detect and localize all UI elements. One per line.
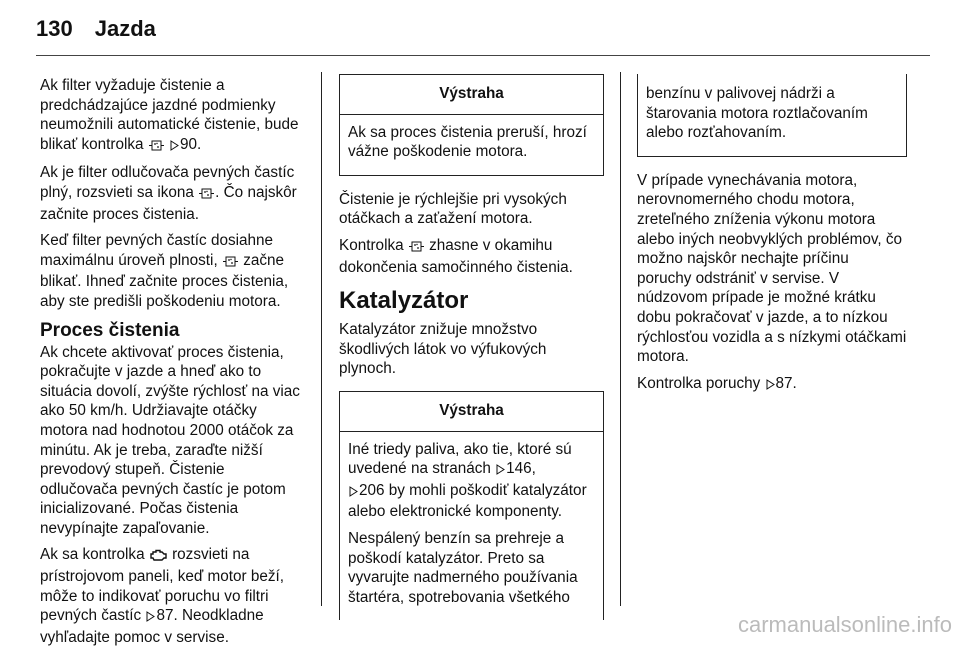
column-divider-right bbox=[620, 72, 621, 606]
warning-text: Ak sa proces čistenia preruší, hrozí vážne poškodenie motora. bbox=[348, 123, 587, 161]
column-1 bbox=[40, 76, 306, 654]
page-reference-icon bbox=[496, 461, 505, 481]
paragraph: Ak je filter odlučovača pevných častíc plný, rozsvieti sa ikona . Čo najskôr začnite proces čistenia. bbox=[40, 164, 297, 223]
paragraph: Kontrolka zhasne v okamihu dokončenia samočinného čistenia. bbox=[339, 236, 573, 276]
particle-filter-icon bbox=[223, 253, 238, 273]
column-divider-left bbox=[321, 72, 322, 606]
page-header bbox=[36, 16, 156, 42]
paragraph: Ak chcete aktivovať proces čistenia, pokračujte v jazde a hneď ako to situácia dovolí, zvýšte rýchlosť na viac ako 50 km/h. Udržiavajte otáčky motora nad hodnotou 2000 otáčok za minútu. Ak je treba, zaraďte nižší prevodový stupeň. Čistenie odlučovača pevných častíc je potom inicializované. Počas čistenia nevypínajte zapaľovanie. bbox=[40, 343, 300, 537]
page-reference-icon bbox=[766, 376, 775, 396]
engine-warning-icon bbox=[150, 547, 167, 567]
warning-text: Nespálený benzín sa prehreje a poškodí katalyzátor. Preto sa vyvarujte nadmerného používania štartéra, spotrebovania všetkého bbox=[348, 529, 578, 606]
warning-title: Výstraha bbox=[340, 75, 603, 115]
warning-text: Iné triedy paliva, ako tie, ktoré sú uvedené na stranách 146, 206 by mohli poškodiť katalyzátor alebo elektronické komponenty. bbox=[348, 440, 587, 521]
paragraph: Ak sa kontrolka rozsvieti na prístrojovom paneli, keď motor beží, môže to indikovať poruchu vo filtri pevných častíc 87. Neodkladne vyhľadajte pomoc v servise. bbox=[40, 546, 285, 646]
watermark: carmanualsonline.info bbox=[737, 612, 952, 637]
page-reference-icon bbox=[146, 608, 155, 628]
warning-box bbox=[339, 74, 604, 176]
paragraph: Katalyzátor znižuje množstvo škodlivých látok vo výfukových plynoch. bbox=[339, 321, 547, 378]
page-number: 130 bbox=[36, 16, 73, 41]
column-3 bbox=[637, 74, 907, 402]
warning-box bbox=[339, 391, 604, 620]
particle-filter-icon bbox=[409, 238, 424, 258]
particle-filter-icon bbox=[149, 137, 164, 157]
column-2 bbox=[339, 74, 604, 620]
paragraph: Ak filter vyžaduje čistenie a predchádzajúce jazdné podmienky neumožnili automatické čistenie, bude blikať kontrolka 90. bbox=[40, 76, 306, 156]
warning-text: benzínu v palivovej nádrži a štarovania motora roztlačovaním alebo rozťahovaním. bbox=[646, 85, 868, 142]
header-rule bbox=[36, 55, 930, 56]
paragraph: Kontrolka poruchy 87. bbox=[637, 374, 907, 396]
page-reference-icon bbox=[170, 137, 179, 157]
paragraph: V prípade vynechávania motora, nerovnomerného chodu motora, zreteľného zníženia výkonu motora alebo iných neobvyklých problémov, čo možno najskôr nechajte príčinu poruchy odstrániť v servise. V núdzovom prípade je možné krátku dobu pokračovať v jazde, a to nízkou rýchlosťou vozidla a s nízkymi otáčkami motora. bbox=[637, 171, 907, 366]
chapter-title: Jazda bbox=[94, 16, 156, 41]
section-subheading: Proces čistenia bbox=[40, 319, 180, 341]
warning-title: Výstraha bbox=[340, 392, 603, 432]
particle-filter-icon bbox=[199, 185, 214, 205]
paragraph: Keď filter pevných častíc dosiahne maximálnu úroveň plnosti, začne blikať. Ihneď začnite proces čistenia, aby ste predišli poškodeniu motora. bbox=[40, 232, 289, 310]
paragraph: Čistenie je rýchlejšie pri vysokých otáčkach a zaťažení motora. bbox=[339, 190, 567, 228]
warning-box-continued bbox=[637, 74, 907, 157]
page-reference-icon bbox=[349, 483, 358, 503]
section-heading: Katalyzátor bbox=[339, 287, 469, 315]
